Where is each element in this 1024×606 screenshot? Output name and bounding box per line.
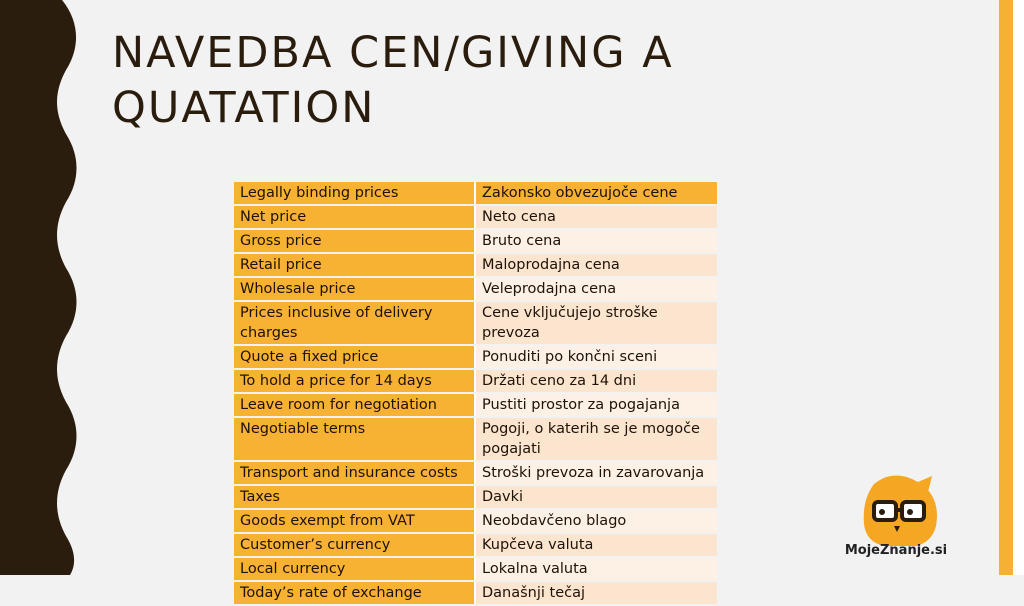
english-term: Net price: [234, 206, 476, 228]
wavy-decorative-band: [0, 0, 80, 575]
table-row: [234, 254, 717, 276]
english-term: Negotiable terms: [234, 418, 476, 460]
slovenian-term: Lokalna valuta: [476, 558, 717, 580]
slovenian-term: Neobdavčeno blago: [476, 510, 717, 532]
slide-title: NAVEDBA CEN/GIVING A QUATATION: [112, 28, 674, 133]
table-row: [234, 302, 717, 344]
table-row: [234, 346, 717, 368]
logo-text: MojeZnanje.si: [844, 543, 948, 558]
right-edge-strip: [1013, 0, 1024, 575]
table-row: [234, 462, 717, 484]
slovenian-term: Bruto cena: [476, 230, 717, 252]
english-term: Leave room for negotiation: [234, 394, 476, 416]
english-term: Taxes: [234, 486, 476, 508]
table-row: [234, 370, 717, 392]
table-row: [234, 534, 717, 556]
english-term: Legally binding prices: [234, 182, 476, 204]
english-term: Today’s rate of exchange: [234, 582, 476, 604]
english-term: Quote a fixed price: [234, 346, 476, 368]
english-term: Wholesale price: [234, 278, 476, 300]
table-row: [234, 510, 717, 532]
slovenian-term: Današnji tečaj: [476, 582, 717, 604]
table-row: [234, 418, 717, 460]
slovenian-term: Pustiti prostor za pogajanja: [476, 394, 717, 416]
table-row: [234, 394, 717, 416]
accent-bar: [999, 0, 1013, 575]
table-row: [234, 206, 717, 228]
table-row: [234, 582, 717, 604]
english-term: Goods exempt from VAT: [234, 510, 476, 532]
slovenian-term: Cene vključujejo stroške prevoza: [476, 302, 717, 344]
slovenian-term: Neto cena: [476, 206, 717, 228]
table-row: [234, 230, 717, 252]
vocabulary-table: [234, 180, 717, 606]
english-term: Customer’s currency: [234, 534, 476, 556]
slovenian-term: Maloprodajna cena: [476, 254, 717, 276]
table-row: [234, 278, 717, 300]
slovenian-term: Veleprodajna cena: [476, 278, 717, 300]
english-term: Transport and insurance costs: [234, 462, 476, 484]
slovenian-term: Pogoji, o katerih se je mogoče pogajati: [476, 418, 717, 460]
english-term: Gross price: [234, 230, 476, 252]
table-row: [234, 182, 717, 204]
slovenian-term: Kupčeva valuta: [476, 534, 717, 556]
english-term: To hold a price for 14 days: [234, 370, 476, 392]
slovenian-term: Ponuditi po končni sceni: [476, 346, 717, 368]
english-term: Local currency: [234, 558, 476, 580]
english-term: Prices inclusive of delivery charges: [234, 302, 476, 344]
english-term: Retail price: [234, 254, 476, 276]
table-row: [234, 486, 717, 508]
slovenian-term: Držati ceno za 14 dni: [476, 370, 717, 392]
slovenian-term: Zakonsko obvezujoče cene: [476, 182, 717, 204]
slovenian-term: Stroški prevoza in zavarovanja: [476, 462, 717, 484]
table-row: [234, 558, 717, 580]
slovenian-term: Davki: [476, 486, 717, 508]
